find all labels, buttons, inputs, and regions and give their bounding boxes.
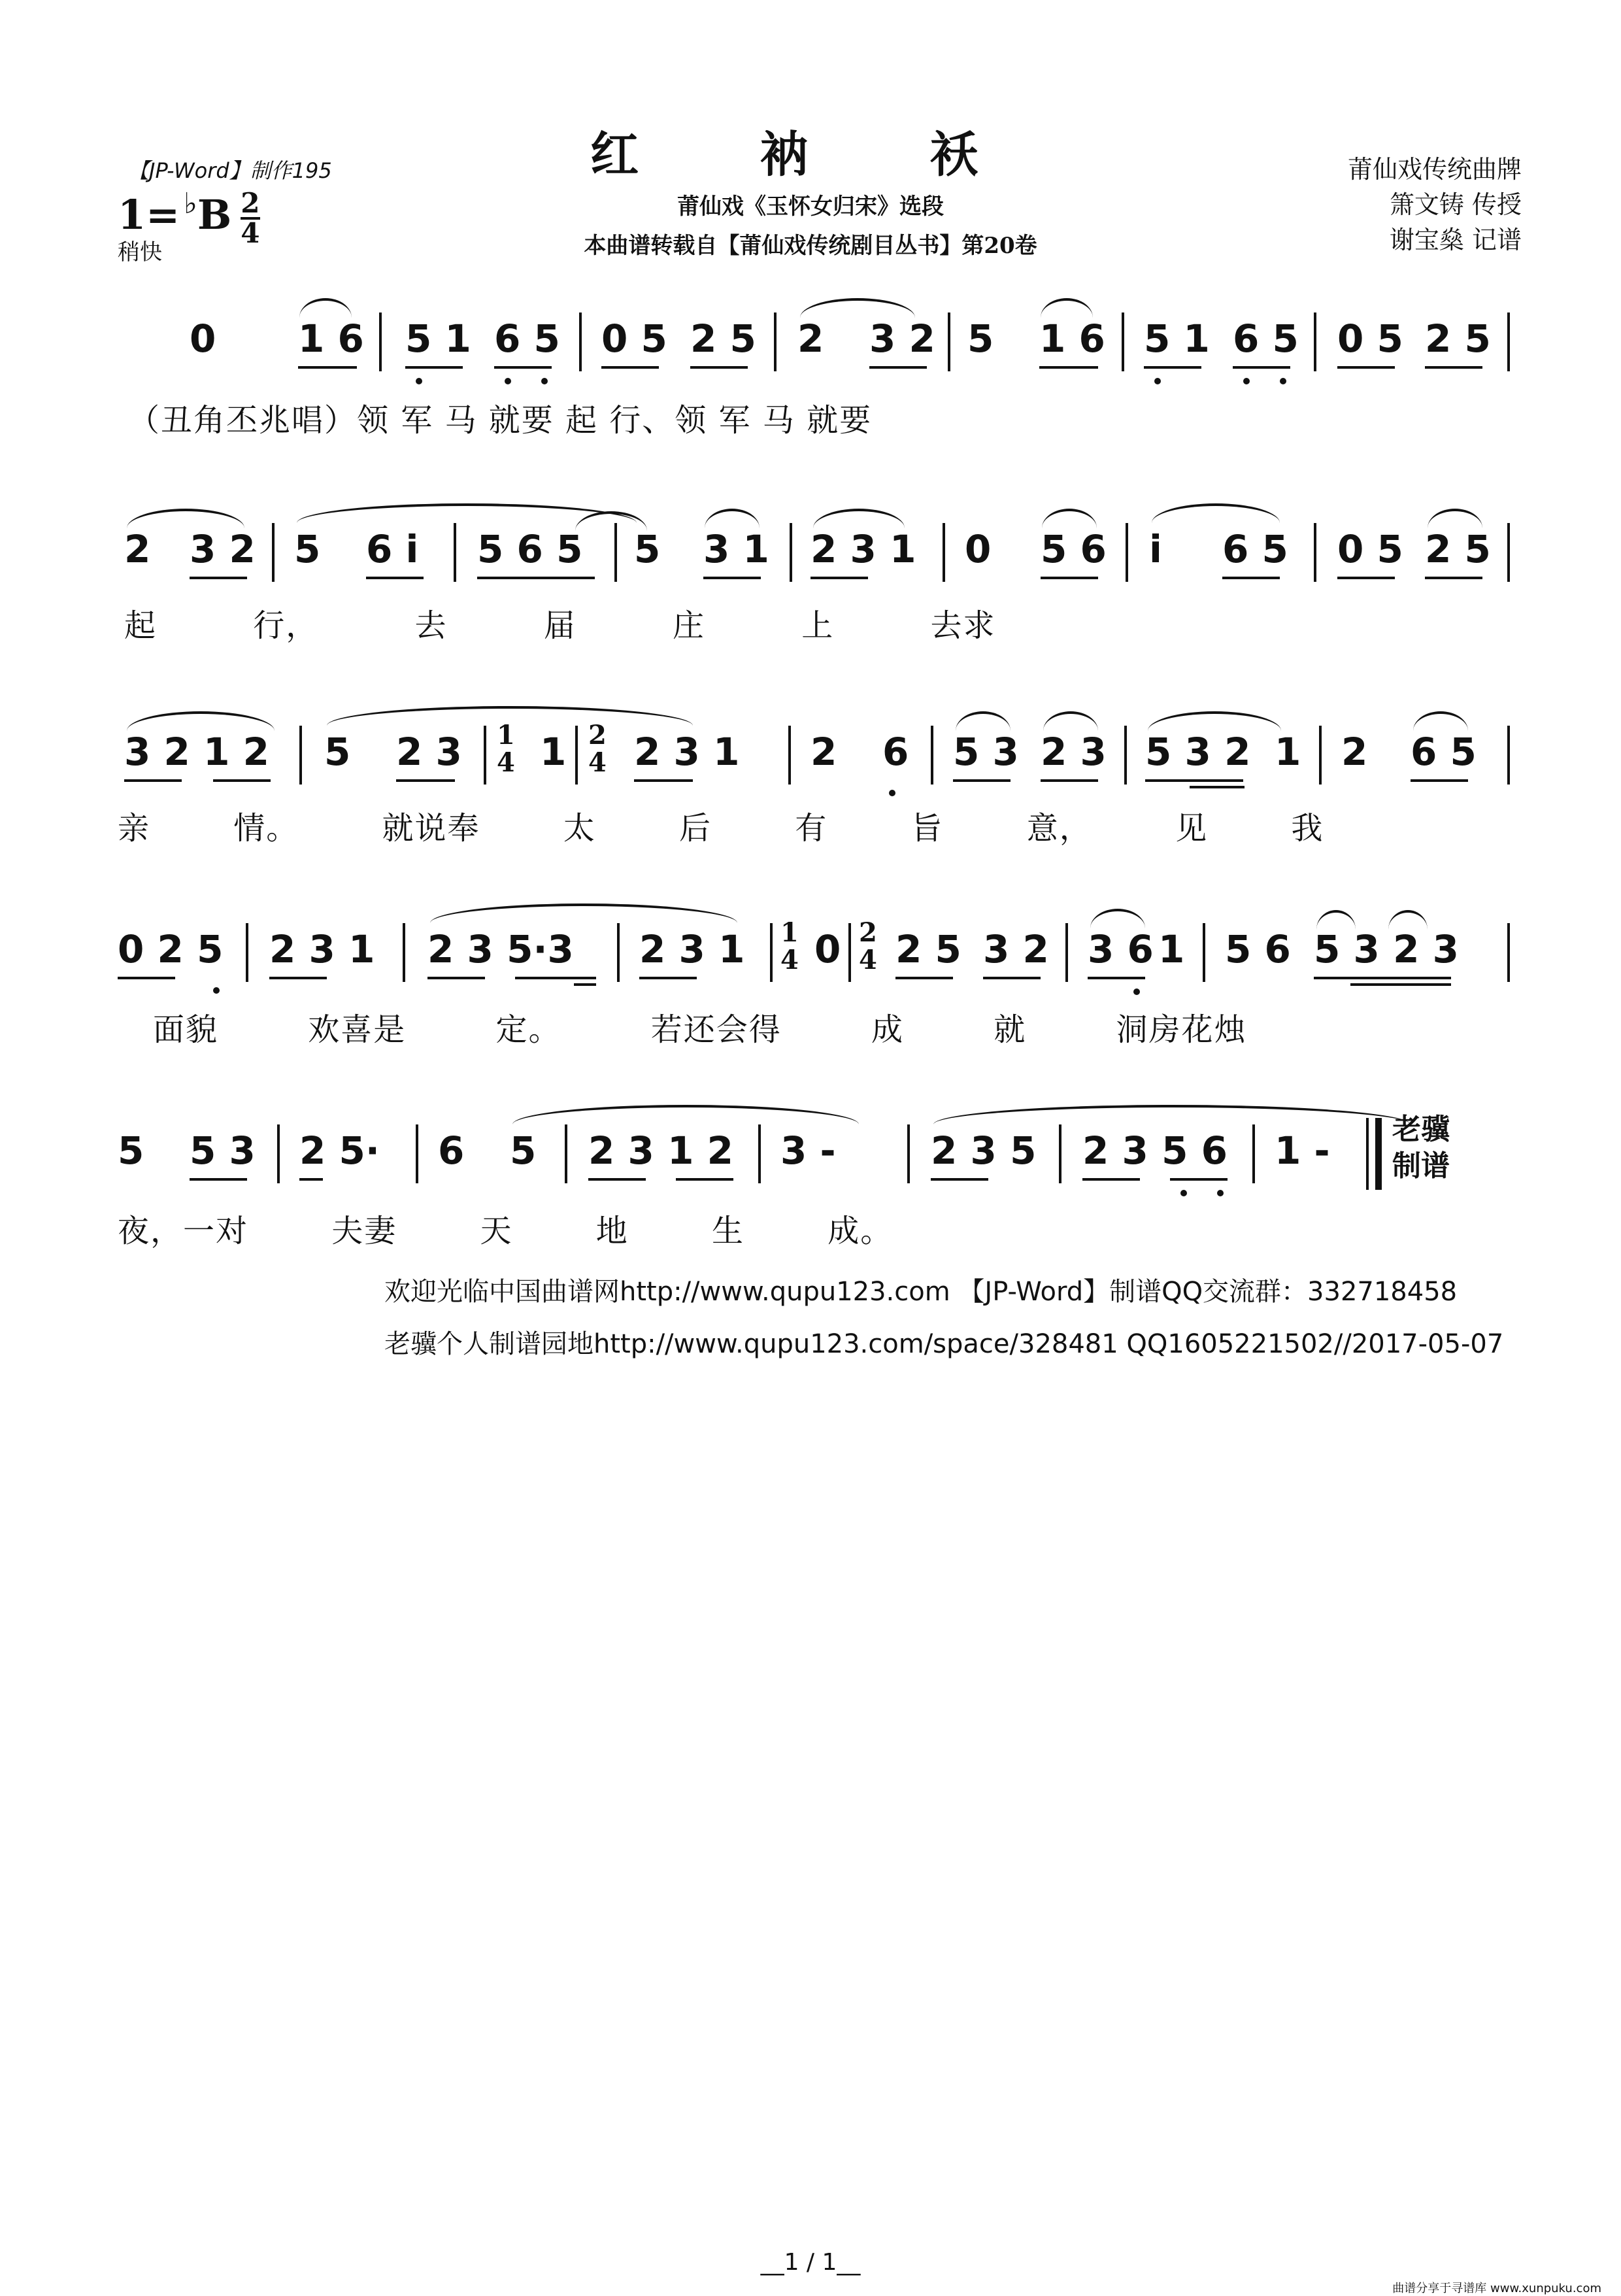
page-number: __1 / 1__ [760, 2249, 861, 2276]
beam [703, 577, 761, 579]
note-group: 5 [118, 1128, 144, 1173]
note-group: 2 [811, 730, 837, 774]
beam [1425, 577, 1482, 579]
note-group: 5 6 [1225, 927, 1291, 971]
note-group: 6 5 [1411, 730, 1477, 774]
barline [617, 923, 620, 982]
note-group: 6 i [366, 527, 419, 571]
barline [943, 523, 945, 582]
slur [1152, 503, 1280, 523]
score-line-4 [118, 917, 1510, 982]
note-group: 2 3 5 [931, 1128, 1037, 1173]
slur [933, 1105, 1411, 1124]
barline [1252, 1124, 1255, 1183]
time-bottom: 4 [241, 217, 260, 249]
barline [272, 523, 275, 582]
slur [705, 509, 760, 528]
beam [1145, 779, 1243, 782]
barline [1314, 312, 1316, 371]
lyrics-line-3: 亲 情。 就说奉 太 后 有 旨 意， 见 我 [118, 810, 1324, 847]
beam [1233, 366, 1290, 369]
note-group: 5 3 [190, 1128, 256, 1173]
footer-line-1: 欢迎光临中国曲谱网http://www.qupu123.com 【JP-Word】制谱QQ交流群：332718458 [384, 1277, 1458, 1307]
score-line-3 [118, 720, 1510, 785]
signature: 老骥 制谱 [1392, 1113, 1450, 1183]
note-group: 6 5 [1222, 527, 1288, 571]
beam [983, 977, 1041, 979]
key-label: 1= [118, 191, 180, 239]
note-group: 6 5 [1233, 316, 1299, 361]
flat-sign: ♭ [184, 187, 197, 220]
note-group: 0 [965, 527, 992, 571]
slur [512, 1105, 859, 1124]
low-octave-dot [213, 987, 220, 994]
note-group: 2 3 [1041, 730, 1107, 774]
note-group: 2 3 1 [639, 927, 745, 971]
credit-notator: 谢宝燊 记谱 [1389, 226, 1522, 254]
final-barline-thin [1366, 1118, 1369, 1190]
beam [1082, 1178, 1140, 1181]
slur [1428, 509, 1482, 528]
beam [298, 366, 357, 369]
beam [895, 977, 953, 979]
slur [956, 711, 1011, 731]
note-group: 5 6 5 [477, 527, 583, 571]
score-line-2 [118, 523, 1510, 582]
note-group: 0 5 [1337, 316, 1403, 361]
note-group: 3 2 [869, 316, 935, 361]
note-group: 5 3 2 3 [1314, 927, 1460, 971]
watermark: 曲谱分享于寻谱库 www.xunpuku.com [1392, 2282, 1601, 2295]
beam [676, 1178, 733, 1181]
note-group: 5 [634, 527, 661, 571]
note-group: 2 3 1 [634, 730, 740, 774]
beam [1170, 1178, 1228, 1181]
beam [811, 577, 868, 579]
note-group: 6 5 [494, 316, 560, 361]
note-group: 1 6 [1039, 316, 1105, 361]
barline [948, 312, 950, 371]
barline [931, 726, 933, 785]
beam [396, 779, 455, 782]
low-octave-dot [541, 378, 548, 384]
time-change: 2 4 [588, 720, 607, 778]
note-group: 2 3 [396, 730, 462, 774]
barline [1065, 923, 1068, 982]
barline [299, 726, 302, 785]
slur [1148, 711, 1281, 731]
beam [588, 1178, 646, 1181]
beam [1222, 577, 1280, 579]
slur [1090, 909, 1145, 928]
key-note: B [197, 191, 232, 239]
beam [601, 366, 659, 369]
barline [484, 726, 486, 785]
barline [277, 1124, 280, 1183]
barline [614, 523, 617, 582]
note-group: 2 3 1 [811, 527, 916, 571]
lyrics-line-2: 起 行， 去 届 庄 上 去求 [124, 607, 996, 644]
barline [1507, 523, 1510, 582]
barline [1124, 726, 1127, 785]
note-group: 2 3 5 6 [1082, 1128, 1228, 1173]
beam [405, 366, 463, 369]
beam [477, 577, 595, 579]
beam [1041, 577, 1098, 579]
beam [1425, 366, 1482, 369]
barline [848, 923, 851, 982]
note-group: 5 3 2 [1145, 730, 1251, 774]
slur [127, 711, 275, 731]
note-group: 3 2 1 2 [124, 730, 270, 774]
low-octave-dot [889, 790, 895, 796]
low-octave-dot [1217, 1190, 1224, 1196]
source-note: 本曲谱转载自【莆仙戏传统剧目丛书】第20卷 [584, 233, 1037, 259]
note-group: 0 5 [601, 316, 667, 361]
note-group: 5 [294, 527, 321, 571]
slur [813, 509, 905, 528]
time-change: 1 4 [780, 917, 799, 975]
beam [269, 977, 327, 979]
time-signature [241, 187, 260, 249]
beam [953, 779, 1011, 782]
beam [634, 779, 693, 782]
note-group: i [1149, 527, 1162, 571]
barline [774, 312, 777, 371]
note-group: 1 [1275, 730, 1301, 774]
note-group: 1 - [1275, 1128, 1330, 1173]
slur [800, 298, 915, 318]
credit-tune: 莆仙戏传统曲牌 [1347, 155, 1522, 184]
barline [1507, 312, 1510, 371]
note-group: 5 [510, 1128, 537, 1173]
barline [1314, 523, 1316, 582]
note-group: 1 [1158, 927, 1185, 971]
slur [299, 298, 352, 318]
slur [430, 903, 737, 923]
barline [379, 312, 382, 371]
slur [1043, 711, 1098, 731]
barline [790, 523, 792, 582]
tempo-mark: 稍快 [118, 239, 162, 265]
note-group: 0 [190, 316, 216, 361]
lyrics-line-5: 夜，一对 夫妻 天 地 生 成。 [118, 1213, 894, 1249]
barline [758, 1124, 761, 1183]
note-group: 2 5 [895, 927, 961, 971]
lyrics-line-1: （丑角丕兆唱）领 军 马 就要 起 行、领 军 马 就要 [128, 402, 873, 439]
note-group: 5 3 [953, 730, 1019, 774]
maker-label: 【JP-Word】制作195 [128, 158, 332, 183]
note-group: 3 2 [983, 927, 1049, 971]
beam [190, 1178, 247, 1181]
beam [1041, 779, 1098, 782]
time-change: 2 4 [859, 917, 877, 975]
beam [931, 1178, 988, 1181]
note-group: 2 3 5·3 [427, 927, 574, 971]
low-octave-dot [416, 378, 422, 384]
barline [1126, 523, 1128, 582]
barline [770, 923, 773, 982]
beam [1337, 577, 1395, 579]
low-octave-dot [1154, 378, 1161, 384]
score-line-1 [118, 312, 1510, 371]
time-top: 2 [241, 187, 260, 219]
barline [565, 1124, 567, 1183]
beam [213, 779, 271, 782]
page-title: 红 衲 袄 [590, 127, 1031, 183]
note-group: 2 [1341, 730, 1368, 774]
note-group: 5 [967, 316, 994, 361]
barline [246, 923, 248, 982]
note-group: 0 2 5 [118, 927, 224, 971]
beam [299, 1178, 323, 1181]
barline [1507, 726, 1510, 785]
note-group: 5 1 [405, 316, 471, 361]
beam [118, 977, 175, 979]
slur [127, 509, 244, 528]
beam [639, 977, 697, 979]
beam [1411, 779, 1468, 782]
note-group: 2 [124, 527, 151, 571]
beam [869, 366, 927, 369]
low-octave-dot [1243, 378, 1250, 384]
barline [1122, 312, 1124, 371]
barline [1319, 726, 1322, 785]
note-group: 2 [797, 316, 824, 361]
low-octave-dot [1180, 1190, 1187, 1196]
beam [1314, 977, 1451, 979]
note-group: 3 - [780, 1128, 836, 1173]
slur [1388, 910, 1428, 930]
barline [1059, 1124, 1061, 1183]
lyrics-line-4: 面貌 欢喜是 定。 若还会得 成 就 洞房花烛 [153, 1011, 1247, 1048]
low-octave-dot [1280, 378, 1286, 384]
barline [579, 312, 582, 371]
barline [1507, 923, 1510, 982]
note-group: 3 6 [1088, 927, 1154, 971]
slur [1413, 711, 1468, 731]
slur [1316, 910, 1356, 930]
note-group: 6 [882, 730, 909, 774]
beam [190, 577, 247, 579]
beam [1337, 366, 1395, 369]
note-group: 5 1 [1144, 316, 1210, 361]
time-change: 1 4 [497, 720, 515, 778]
low-octave-dot [1133, 988, 1140, 995]
barline [575, 726, 578, 785]
note-group: 2 3 1 [269, 927, 375, 971]
note-group: 2 3 1 2 [588, 1128, 734, 1173]
note-group: 2 5 [1425, 527, 1491, 571]
credit-teacher: 箫文铸 传授 [1389, 190, 1522, 219]
score-line-5 [118, 1113, 1510, 1183]
barline [403, 923, 405, 982]
low-octave-dot [505, 378, 511, 384]
beam [124, 779, 182, 782]
beam [1088, 977, 1145, 979]
beam [1144, 366, 1201, 369]
note-group: 5 [324, 730, 351, 774]
beam [515, 977, 596, 979]
final-barline-thick [1375, 1118, 1382, 1190]
beam [1190, 786, 1245, 788]
slur [1041, 298, 1093, 318]
note-group: 2 5· [299, 1128, 380, 1173]
barline [907, 1124, 910, 1183]
note-group: 1 [540, 730, 567, 774]
beam [366, 577, 424, 579]
note-group: 3 2 [190, 527, 256, 571]
beam [1039, 366, 1098, 369]
beam [494, 366, 552, 369]
barline [1203, 923, 1205, 982]
barline [454, 523, 456, 582]
barline [416, 1124, 418, 1183]
slur [1042, 509, 1097, 528]
beam [574, 983, 596, 986]
note-group: 2 5 [690, 316, 756, 361]
note-group: 1 6 [298, 316, 364, 361]
note-group: 0 [814, 927, 841, 971]
note-group: 6 [438, 1128, 465, 1173]
note-group: 5 6 [1041, 527, 1107, 571]
beam [427, 977, 485, 979]
subtitle: 莆仙戏《玉怀女归宋》选段 [677, 194, 944, 220]
note-group: 0 5 [1337, 527, 1403, 571]
note-group: 3 1 [703, 527, 769, 571]
footer-line-2: 老骥个人制谱园地http://www.qupu123.com/space/328481 QQ1605221502//2017-05-07 [384, 1329, 1504, 1359]
barline [788, 726, 791, 785]
note-group: 2 5 [1425, 316, 1491, 361]
beam [1350, 983, 1451, 986]
beam [690, 366, 748, 369]
